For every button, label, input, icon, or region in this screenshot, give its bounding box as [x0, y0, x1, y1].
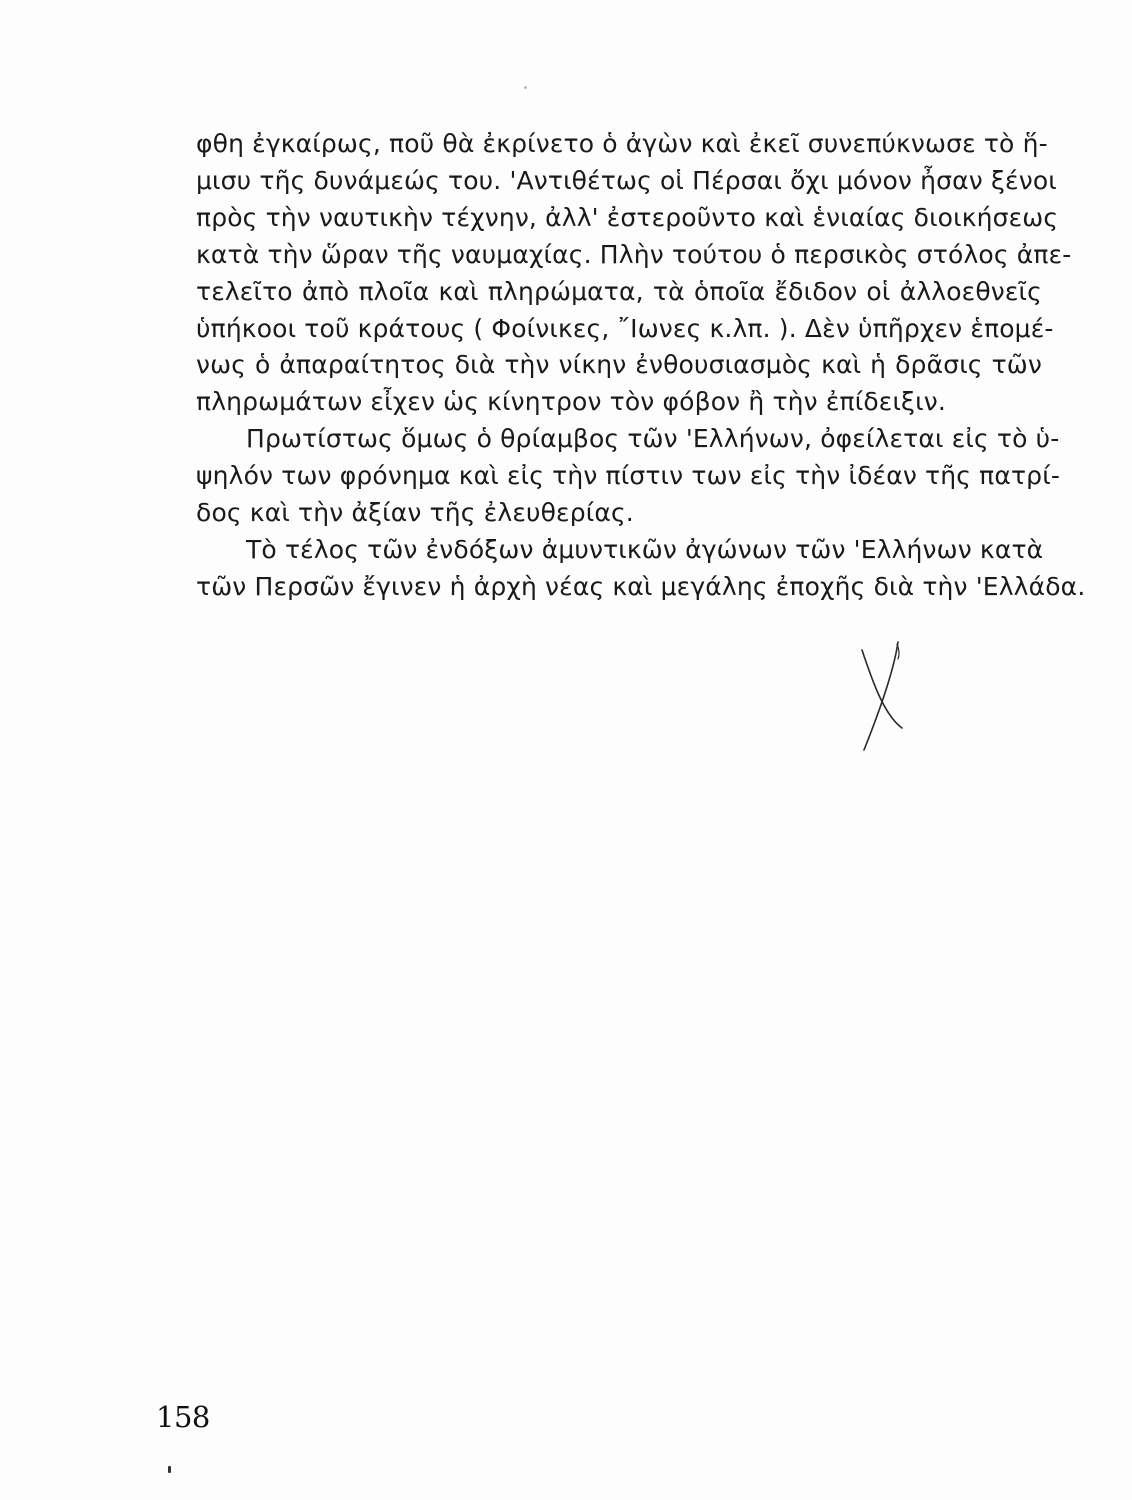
handwritten-x-mark	[858, 640, 908, 755]
text-line: Πρωτίστως ὅμως ὁ θρίαμβος τῶν 'Ελλήνων, ὀφείλεται εἰς τὸ ὑ-	[246, 424, 1060, 454]
text-line: κατὰ τὴν ὥραν τῆς ναυμαχίας. Πλὴν τούτου ὁ περσικὸς στόλος ἀπε-	[196, 239, 1072, 269]
text-line: ψηλόν των φρόνημα καὶ εἰς τὴν πίστιν των εἰς τὴν ἰδέαν τῆς πατρί-	[196, 461, 1060, 491]
text-line: φθη ἐγκαίρως, ποῦ θὰ ἐκρίνετο ὁ ἀγὼν καὶ ἐκεῖ συνεπύκνωσε τὸ ἥ-	[196, 129, 1048, 158]
text-line: τῶν Περσῶν ἔγινεν ἡ ἀρχὴ νέας καὶ μεγάλης ἐποχῆς διὰ τὴν 'Ελλάδα.	[196, 571, 1086, 601]
text-line: τελεῖτο ἀπὸ πλοῖα καὶ πληρώματα, τὰ ὁποῖα ἔδιδον οἱ ἀλλοεθνεῖς	[196, 276, 1042, 306]
page-number: 158	[156, 1400, 210, 1434]
text-line: πληρωμάτων εἶχεν ὡς κίνητρον τὸν φόβον ἢ τὴν ἐπίδειξιν.	[196, 387, 946, 417]
body-text	[196, 126, 1086, 606]
text-line: Τὸ τέλος τῶν ἐνδόξων ἀμυντικῶν ἀγώνων τῶν 'Ελλήνων κατὰ	[246, 534, 1044, 564]
text-line: πρὸς τὴν ναυτικὴν τέχνην, ἀλλ' ἐστεροῦντο καὶ ἑνιαίας διοικήσεως	[196, 202, 1059, 232]
text-line: μισυ τῆς δυνάμεώς του. 'Αντιθέτως οἱ Πέρσαι ὄχι μόνον ἦσαν ξένοι	[196, 165, 1057, 195]
text-line: δος καὶ τὴν ἀξίαν τῆς ἐλευθερίας.	[196, 498, 634, 528]
text-line: ὑπήκοοι τοῦ κράτους ( Φοίνικες, ῎Ιωνες κ.λπ. ). Δὲν ὑπῆρχεν ἑπομέ-	[196, 313, 1054, 343]
scan-speck	[168, 1466, 171, 1473]
scan-speck	[524, 86, 527, 89]
text-line: νως ὁ ἀπαραίτητος διὰ τὴν νίκην ἐνθουσιασμὸς καὶ ἡ δρᾶσις τῶν	[196, 350, 1042, 380]
